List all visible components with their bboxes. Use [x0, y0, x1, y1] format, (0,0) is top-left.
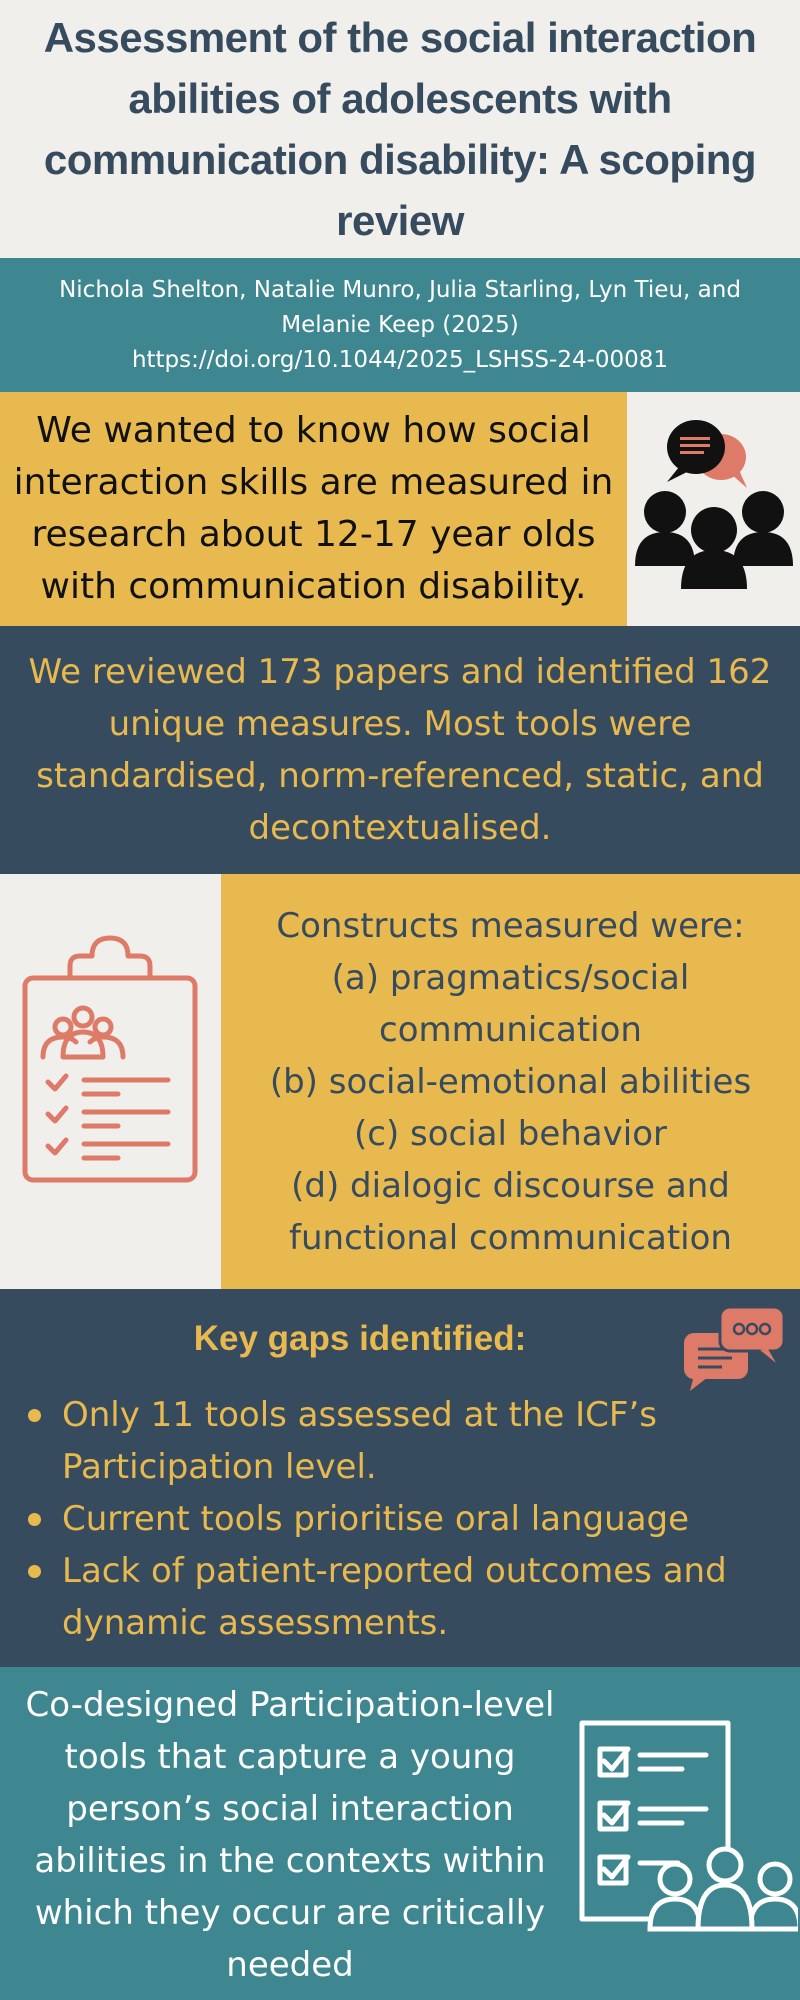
construct-item: (c) social behavior [353, 1113, 667, 1154]
author-names-line1: Nichola Shelton, Natalie Munro, Julia Starling, Lyn Tieu, and [59, 276, 741, 303]
aim-icon-panel [627, 392, 800, 626]
constructs-panel [221, 874, 800, 1289]
author-names-line2: Melanie Keep (2025) [281, 311, 519, 338]
gaps-heading: Key gaps identified: [193, 1319, 527, 1358]
gap-item [24, 1493, 764, 1545]
gap-text: Only 11 tools assessed at the ICF’s Participation level. [62, 1395, 657, 1487]
construct-item: (d) dialogic discourse and functional communication [289, 1165, 732, 1258]
gaps-section [0, 1289, 800, 1667]
bullet-icon [28, 1565, 41, 1578]
people-silhouettes-icon [635, 491, 793, 589]
conclusion-section [0, 1667, 800, 2000]
aim-text: We wanted to know how social interaction skills are measured in research about 12-17 year olds with communication disability. [13, 410, 614, 607]
conclusion-text: Co-designed Participation-level tools that capture a young person’s social interaction abilities in the contexts within which they occur are critically needed [25, 1684, 555, 1985]
construct-item: (a) pragmatics/social communication [331, 957, 690, 1050]
title-section [0, 0, 800, 258]
construct-item: (b) social-emotional abilities [269, 1061, 752, 1102]
constructs-heading: Constructs measured were: [276, 905, 745, 946]
gap-text: Current tools prioritise oral language [62, 1499, 690, 1539]
aim-section [0, 392, 800, 626]
group-chat-icon [627, 392, 800, 626]
constructs-section [0, 874, 800, 1289]
gap-text: Lack of patient-reported outcomes and dynamic assessments. [62, 1551, 727, 1643]
gap-item [24, 1389, 764, 1493]
gap-item [24, 1545, 764, 1649]
bullet-icon [28, 1513, 41, 1526]
method-text: We reviewed 173 papers and identified 162 unique measures. Most tools were standardised, norm-referenced, static, and decontextualised. [28, 652, 772, 848]
checklist-group-icon [578, 1719, 798, 1949]
bullet-icon [28, 1409, 41, 1422]
author-section [0, 258, 800, 392]
clipboard-group-icon [0, 874, 221, 1289]
page-title: Assessment of the social interaction abilities of adolescents with communication disability: A scoping review [43, 14, 757, 244]
chat-bubbles-icon [680, 1303, 790, 1393]
doi-link[interactable]: https://doi.org/10.1044/2025_LSHSS-24-00081 [131, 346, 669, 373]
gaps-list [24, 1389, 764, 1649]
aim-panel [0, 392, 627, 626]
method-section [0, 626, 800, 874]
constructs-icon-panel [0, 874, 221, 1289]
